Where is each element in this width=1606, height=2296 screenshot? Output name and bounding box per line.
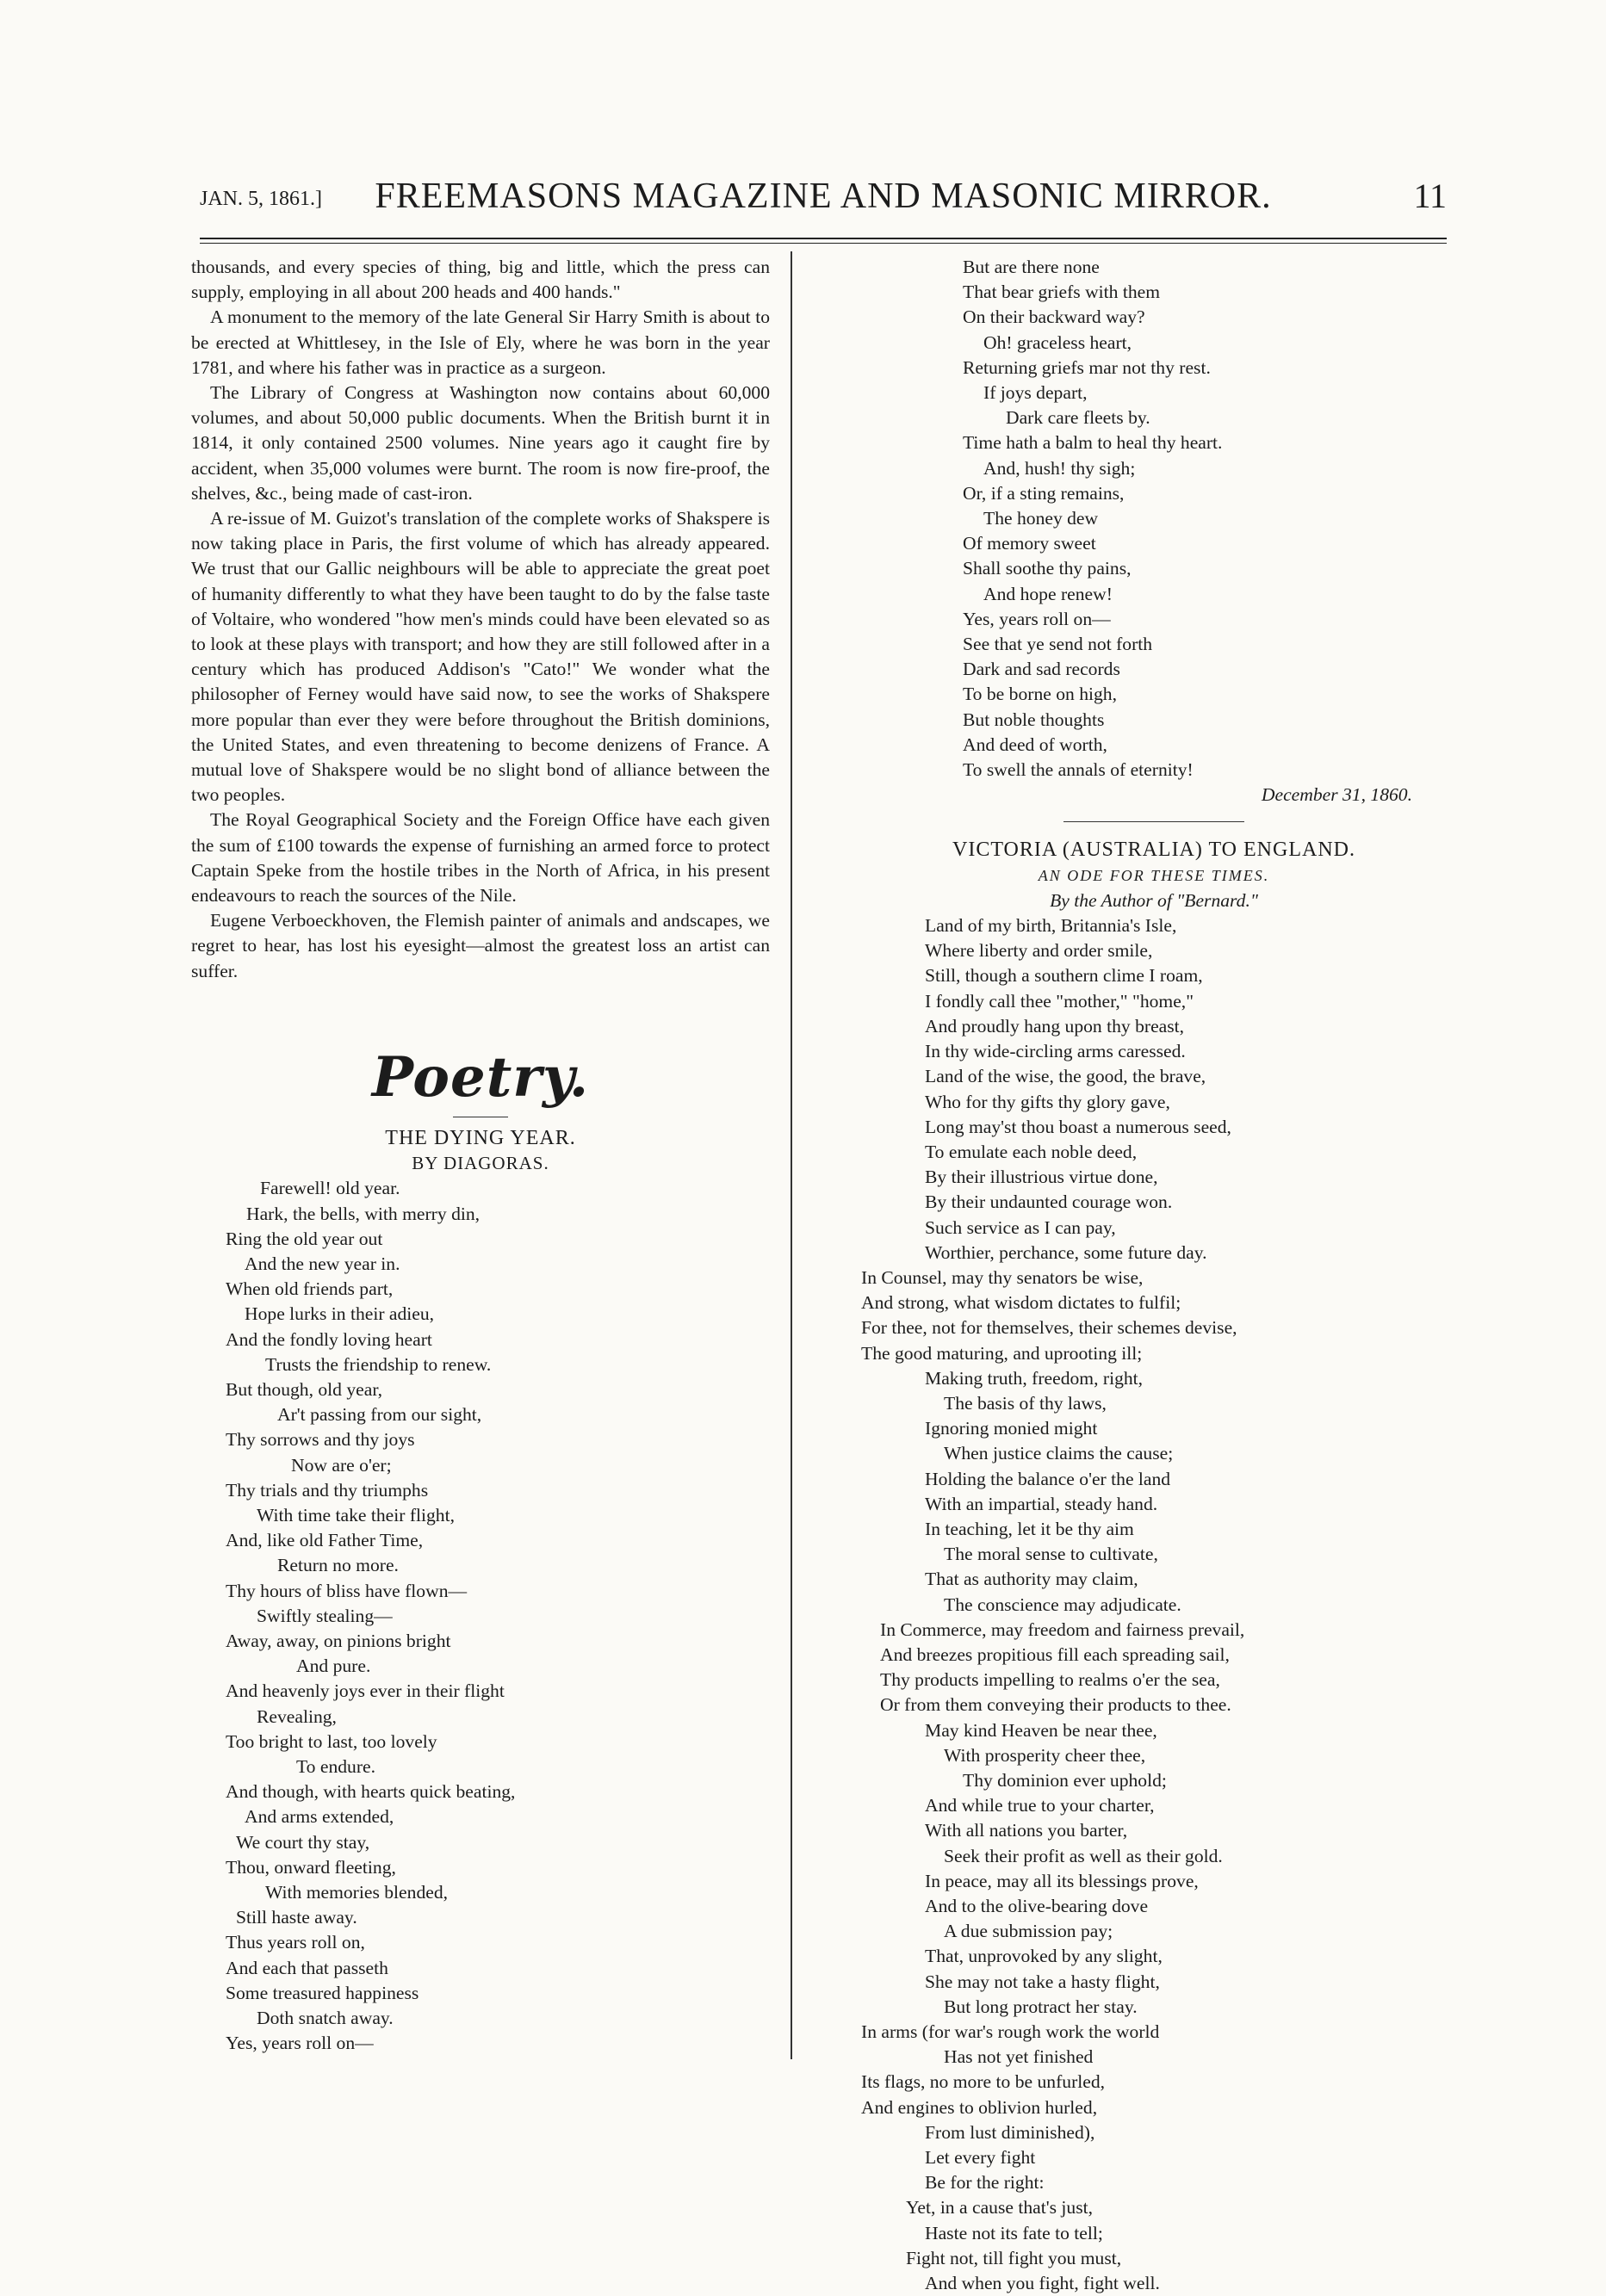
poem-line: Too bright to last, too lovely	[226, 1730, 437, 1752]
paragraph: A re-issue of M. Guizot's translation of the complete works of Shakspere is now taking place in Paris, the first volume of which has already appeared. We trust that our Gallic neighbours will be able to appreciate the great poet of humanity differently to what they have been taught to do by the false taste of Voltaire, who wondered "how men's minds could have been elevated so as to look at these plays with transport; and how they are still followed after in a century which has produced Addison's "Cato!" We wonder what the philosopher of Ferney would have said now, to see the works of Shakspere more popular than ever they were before throughout the British dominions, the United States, and even threatening to become denizens of France. A mutual love of Shakspere would be no slight bond of alliance between the two peoples.	[191, 508, 770, 806]
poem-line: By their illustrious virtue done,	[925, 1167, 1158, 1188]
poem-line: Of memory sweet	[963, 533, 1096, 554]
header-rule-thin	[200, 243, 1447, 244]
poem-line: But noble thoughts	[963, 709, 1105, 730]
poem-line: In Commerce, may freedom and fairness prevail,	[880, 1618, 1245, 1640]
poem-line: See that ye send not forth	[963, 634, 1153, 655]
poem-line: And while true to your charter,	[925, 1795, 1155, 1816]
poem-line: For thee, not for themselves, their schemes devise,	[861, 1317, 1237, 1339]
poem-line: Its flags, no more to be unfurled,	[861, 2071, 1106, 2093]
poem-line: When old friends part,	[226, 1278, 394, 1300]
poem-line: Let every fight	[925, 2147, 1036, 2169]
poem-line: Thy trials and thy triumphs	[226, 1479, 429, 1501]
poem-line: Land of the wise, the good, the brave,	[925, 1066, 1206, 1087]
poem-line: From lust diminished),	[925, 2121, 1095, 2143]
poem-line: And the fondly loving heart	[226, 1328, 432, 1350]
poem-line: And, hush! thy sigh;	[983, 457, 1136, 479]
poem-subtitle: AN ODE FOR THESE TIMES.	[1038, 866, 1270, 884]
poem-line: Revealing,	[257, 1705, 337, 1727]
poem-line: Yes, years roll on—	[963, 608, 1111, 629]
issue-date: JAN. 5, 1861.]	[200, 188, 322, 210]
poem-line: Thou, onward fleeting,	[226, 1856, 396, 1878]
poem-line: Shall soothe thy pains,	[963, 558, 1132, 579]
poem-line: And to the olive-bearing dove	[925, 1896, 1149, 1916]
left-column	[191, 255, 770, 2056]
poem-line: When justice claims the cause;	[944, 1443, 1174, 1464]
poem-line: And strong, what wisdom dictates to fulfil;	[861, 1292, 1181, 1314]
poem-line: But though, old year,	[226, 1378, 383, 1400]
poem-line: Has not yet finished	[944, 2046, 1094, 2068]
poem-line: With memories blended,	[265, 1881, 449, 1903]
poem-line: Oh! graceless heart,	[983, 331, 1132, 353]
paragraph: The Royal Geographical Society and the Foreign Office have each given the sum of £100 towards the expense of furnishing an armed force to protect Captain Speke from the hostile tribes in the North of Africa, in his present endeavours to reach the sources of the Nile.	[191, 809, 770, 907]
poem-line: Be for the right:	[925, 2172, 1045, 2194]
poem-line: Such service as I can pay,	[925, 1216, 1116, 1238]
masthead-title: FREEMASONS MAGAZINE AND MASONIC MIRROR.	[375, 176, 1272, 216]
poem-line: Some treasured happiness	[226, 1982, 419, 2003]
header-rule	[200, 238, 1447, 239]
news-items	[191, 255, 770, 984]
poem-line: In arms (for war's rough work the world	[861, 2021, 1160, 2043]
poem-line: A due submission pay;	[944, 1921, 1113, 1942]
paragraph: Eugene Verboeckhoven, the Flemish painter of animals and andscapes, we regret to hear, has lost his eyesight—almost the greatest loss an artist can suffer.	[191, 910, 770, 981]
poem-line: In thy wide-circling arms caressed.	[925, 1041, 1186, 1062]
poem-line: And though, with hearts quick beating,	[226, 1781, 516, 1803]
poem-line: Or from them conveying their products to thee.	[880, 1694, 1231, 1716]
poem-line: To be borne on high,	[963, 684, 1118, 705]
poem-line: The basis of thy laws,	[944, 1392, 1107, 1414]
poem-line: With an impartial, steady hand.	[925, 1493, 1158, 1514]
poem-dateline: December 31, 1860.	[1261, 784, 1412, 806]
poem-line: Making truth, freedom, right,	[925, 1367, 1144, 1389]
poem-line: That, unprovoked by any slight,	[925, 1946, 1163, 1967]
poem-line: And deed of worth,	[963, 733, 1107, 755]
poem-dying-year-continued	[861, 255, 1447, 783]
poem-line: Haste not its fate to tell;	[925, 2222, 1103, 2243]
poem-line: Seek their profit as well as their gold.	[944, 1845, 1223, 1866]
poem-line: Worthier, perchance, some future day.	[925, 1241, 1207, 1263]
poem-line: Farewell! old year.	[260, 1178, 400, 1199]
poem-line: Thy products impelling to realms o'er the sea,	[880, 1669, 1220, 1691]
poem-line: Away, away, on pinions bright	[226, 1630, 451, 1651]
poem-line: And when you fight, fight well.	[925, 2273, 1160, 2294]
poem-line: Thy hours of bliss have flown—	[226, 1580, 468, 1601]
poem-title: THE DYING YEAR.	[385, 1126, 576, 1149]
poem-line: Hope lurks in their adieu,	[245, 1303, 435, 1325]
poem-line: Still, though a southern clime I roam,	[925, 965, 1203, 987]
poem-line: Yet, in a cause that's just,	[906, 2197, 1094, 2219]
poem-dying-year	[191, 1176, 770, 2056]
poem-line: On their backward way?	[963, 306, 1145, 328]
poem-title: VICTORIA (AUSTRALIA) TO ENGLAND.	[952, 839, 1355, 862]
poem-line: Who for thy gifts thy glory gave,	[925, 1091, 1170, 1112]
poem-line: And, like old Father Time,	[226, 1530, 424, 1551]
poem-line: May kind Heaven be near thee,	[925, 1719, 1157, 1741]
poem-line: I fondly call thee "mother," "home,"	[925, 990, 1194, 1012]
poem-line: With all nations you barter,	[925, 1820, 1128, 1841]
poem-line: If joys depart,	[983, 382, 1088, 404]
poem-line: Dark care fleets by.	[1006, 407, 1150, 429]
poem-line: And engines to oblivion hurled,	[861, 2096, 1098, 2118]
column-divider	[791, 251, 792, 2059]
poem-line: Now are o'er;	[291, 1454, 392, 1476]
poem-line: That as authority may claim,	[925, 1569, 1138, 1590]
poem-line: Holding the balance o'er the land	[925, 1468, 1171, 1489]
poem-line: With prosperity cheer thee,	[944, 1744, 1146, 1766]
poem-line: And hope renew!	[983, 583, 1113, 604]
poem-line: Ring the old year out	[226, 1228, 383, 1249]
poem-line: And breezes propitious fill each spreading sail,	[880, 1643, 1230, 1665]
poem-line: But are there none	[963, 257, 1100, 277]
poem-line: Thy sorrows and thy joys	[226, 1429, 415, 1451]
page-header	[200, 162, 1447, 217]
poem-line: Doth snatch away.	[257, 2008, 394, 2028]
poem-line: Time hath a balm to heal thy heart.	[963, 432, 1223, 454]
poem-line: We court thy stay,	[236, 1831, 370, 1853]
paragraph: The Library of Congress at Washington now contains about 60,000 volumes, and about 50,000 public documents. When the British burnt it in 1814, it only contained 2500 volumes. Nine years ago it caught fire by accident, when 35,000 volumes were burnt. The room is now fire-proof, the shelves, &c., being made of cast-iron.	[191, 382, 770, 504]
poem-line: The moral sense to cultivate,	[944, 1544, 1158, 1565]
poem-line: That bear griefs with them	[963, 282, 1161, 303]
page-number: 11	[1413, 176, 1447, 215]
poem-line: In peace, may all its blessings prove,	[925, 1870, 1199, 1891]
section-rule	[1063, 821, 1244, 822]
paragraph: A monument to the memory of the late General Sir Harry Smith is about to be erected at Whittlesey, in the Isle of Ely, where he was born in the year 1781, and where his father was in practice as a surgeon.	[191, 306, 770, 378]
poetry-section-heading: Poetry.	[371, 1044, 590, 1110]
poem-line: The conscience may adjudicate.	[944, 1594, 1181, 1615]
poem-line: By their undaunted courage won.	[925, 1191, 1173, 1213]
poem-line: Hark, the bells, with merry din,	[246, 1203, 481, 1224]
poem-victoria	[861, 913, 1447, 2296]
poem-line: The good maturing, and uprooting ill;	[861, 1342, 1143, 1364]
poem-line: She may not take a hasty flight,	[925, 1971, 1160, 1992]
poem-line: Still haste away.	[236, 1907, 357, 1928]
poem-line: Thus years roll on,	[226, 1932, 365, 1953]
poem-line: And pure.	[296, 1655, 371, 1677]
poem-line: Ignoring monied might	[925, 1418, 1098, 1439]
poem-line: Yes, years roll on—	[226, 2033, 374, 2054]
poem-line: To swell the annals of eternity!	[963, 759, 1194, 781]
poem-byline: BY DIAGORAS.	[412, 1153, 549, 1174]
right-column	[861, 255, 1447, 2296]
poem-line: And heavenly joys ever in their flight	[226, 1680, 505, 1702]
poem-line: Ar't passing from our sight,	[277, 1404, 482, 1426]
poem-line: And the new year in.	[245, 1253, 400, 1274]
poem-line: In teaching, let it be thy aim	[925, 1518, 1134, 1539]
poem-line: To emulate each noble deed,	[925, 1141, 1138, 1162]
poem-line: Where liberty and order smile,	[925, 940, 1153, 962]
poem-line: With time take their flight,	[257, 1504, 456, 1526]
paragraph: thousands, and every species of thing, big and little, which the press can supply, employing in all about 200 heads and 400 hands."	[191, 257, 770, 303]
poem-line: The honey dew	[983, 508, 1099, 529]
poem-line: In Counsel, may thy senators be wise,	[861, 1266, 1144, 1288]
poem-line: And arms extended,	[245, 1806, 394, 1828]
poem-line: Land of my birth, Britannia's Isle,	[925, 915, 1177, 937]
poem-byline: By the Author of "Bernard."	[1050, 889, 1258, 911]
poem-line: Swiftly stealing—	[257, 1605, 393, 1626]
poem-line: But long protract her stay.	[944, 1996, 1138, 2017]
poem-line: And each that passeth	[226, 1957, 388, 1978]
poem-line: Long may'st thou boast a numerous seed,	[925, 1116, 1231, 1137]
poem-line: To endure.	[296, 1755, 376, 1777]
poem-line: Or, if a sting remains,	[963, 482, 1125, 504]
poem-line: Dark and sad records	[963, 659, 1120, 680]
poem-line: Thy dominion ever uphold;	[963, 1769, 1167, 1791]
poem-line: And proudly hang upon thy breast,	[925, 1015, 1185, 1037]
poem-line: Fight not, till fight you must,	[906, 2247, 1122, 2268]
poem-line: Trusts the friendship to renew.	[265, 1353, 492, 1375]
poem-line: Return no more.	[277, 1555, 399, 1576]
poem-line: Returning griefs mar not thy rest.	[963, 356, 1211, 378]
